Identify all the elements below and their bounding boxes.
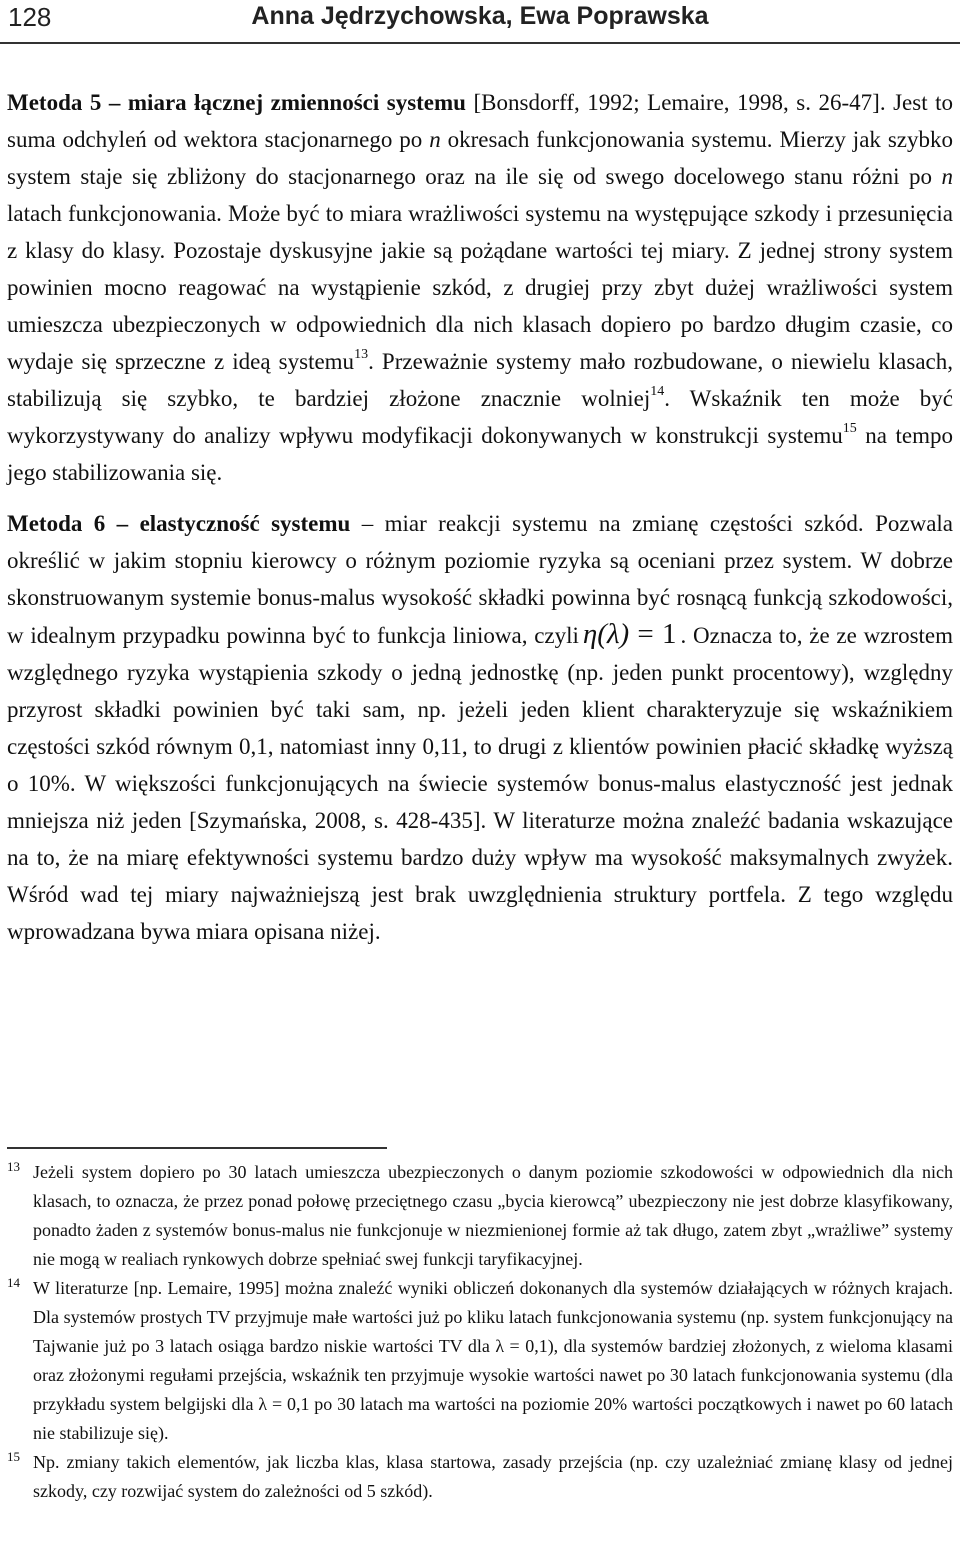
footnote-number: 13 — [7, 1159, 20, 1174]
footnote-number: 14 — [7, 1275, 20, 1290]
method-5-heading: Metoda 5 – miara łącznej zmienności systemu — [7, 90, 466, 115]
page-number: 128 — [8, 2, 52, 32]
footnote-13 — [7, 1158, 953, 1274]
text-run: . Przeważnie systemy mało rozbudowane, o niewielu klasach, stabilizują się szybko, te bardziej złożone znacznie wolniej — [7, 349, 953, 411]
text-run: . Wskaźnik ten może być wykorzystywany do analizy wpływu modyfikacji dokonywanych w konstrukcji systemu — [7, 386, 953, 448]
footnote-14 — [7, 1274, 953, 1448]
text-run: okresach funkcjonowania systemu. Mierzy jak szybko system staje się zbliżony do stacjonarnego oraz na ile się od swego docelowego stanu różni po — [7, 127, 953, 189]
running-header — [0, 0, 960, 48]
footnote-text: Np. zmiany takich elementów, jak liczba klas, klasa startowa, zasady przejścia (np. czy uzależniać zmianę klasy od jednej szkody, czy rozwijać system do zależności od 5 szkód). — [33, 1452, 953, 1501]
footnote-15 — [7, 1448, 953, 1506]
text-run: [Bonsdorff, 1992; Lemaire, 1998, s. 26-47]. Jest to suma odchyleń od wektora stacjonarnego po — [7, 90, 953, 152]
method-6-heading: Metoda 6 – elastyczność systemu — [7, 511, 351, 536]
header-rule — [0, 42, 960, 44]
footnote-text: W literaturze [np. Lemaire, 1995] można znaleźć wyniki obliczeń dokonanych dla systemów działających w różnych krajach. Dla systemów prostych TV przyjmuje małe wartości już po kliku latach funkcjonowania systemu (np. system funkcjonujący na Tajwanie już po 3 latach osiąga bardzo niskie wartości TV dla λ = 0,1), dla systemów bardziej złożonych, z wieloma klasami oraz złożonymi regułami przejścia, wskaźnik ten przyjmuje wysokie wartości nawet po 30 latach funkcjonowania systemu (dla przykładu system belgijski dla λ = 0,1 po 30 latach ma wartości na poziomie 20% wartości początkowych i nawet po 60 latach nie stabilizuje się). — [33, 1278, 953, 1443]
formula-equals-one: = 1 — [629, 618, 677, 650]
formula-lambda: (λ) — [597, 618, 630, 650]
footnote-text: Jeżeli system dopiero po 30 latach umieszcza ubezpieczonych o danym poziomie szkodowości w odpowiednich dla nich klasach, to oznacza, że przez ponad połowę przeciętnego czasu „bycia kierowcą” ubezpieczony nie jest dobrze klasyfikowany, ponadto żaden z systemów bonus-malus nie funkcjonuje w niezmienionej formie aż tak długo, zatem zbyt „wrażliwe” systemy nie mogą w realiach rynkowych dobrze spełniać swej funkcji taryfikacyjnej. — [33, 1162, 953, 1269]
footnotes — [7, 1158, 953, 1506]
elasticity-formula — [583, 618, 677, 650]
formula-eta: η — [582, 618, 598, 650]
text-run: latach funkcjonowania. Może być to miara wrażliwości systemu na występujące szkody i przesunięcia z klasy do klasy. Pozostaje dyskusyjne jakie są pożądane wartości tej miary. Z jednej strony system powinien mocno reagować na wystąpienie szkód, z drugiej przy zbyt dużej wrażliwości system umieszcza ubezpieczonych w odpowiednich dla nich klasach dopiero po bardzo długim czasie, co wydaje się sprzeczne z ideą systemu — [7, 201, 953, 374]
text-run: . Oznacza to, że ze wzrostem względnego ryzyka wystąpienia szkody o jedną jednostkę (np. jeden punkt procentowy), względny przyrost składki powinien być taki sam, np. jeżeli jeden klient charakteryzuje się wskaźnikiem częstości szkód równym 0,1, natomiast inny 0,11, to drugi z klientów powinien płacić składkę wyższą o 10%. W większości funkcjonujących na świecie systemów bonus-malus elastyczność jest jednak mniejsza niż jeden [Szymańska, 2008, s. 428-435]. W literaturze można znaleźć badania wskazujące na to, że na miarę efektywności systemu bardzo duży wpływ ma wysokość maksymalnych zwyżek. Wśród wad tej miary najważniejszą jest brak uwzględnienia struktury portfela. Z tego względu wprowadzana bywa miara opisana niżej. — [7, 623, 954, 944]
text-run: – miar reakcji systemu na zmianę częstości szkód. Pozwala określić w jakim stopniu kierowcy o różnym poziomie ryzyka są oceniani przez system. W dobrze skonstruowanym systemie bonus-malus wysokość składki powinna być rosnącą funkcją szkodowości, w idealnym przypadku powinna być to funkcja liniowa, czyli — [7, 511, 954, 648]
variable-n: n — [429, 127, 441, 152]
running-title: Anna Jędrzychowska, Ewa Poprawska — [251, 2, 709, 30]
footnote-ref-13[interactable]: 13 — [354, 347, 369, 363]
body-text — [7, 84, 953, 950]
footnote-ref-15[interactable]: 15 — [842, 421, 857, 437]
paragraph-method-6 — [7, 505, 953, 950]
text-run: na tempo jego stabilizowania się. — [7, 423, 953, 485]
paragraph-method-5 — [7, 84, 953, 491]
variable-n: n — [941, 164, 953, 189]
footnote-ref-14[interactable]: 14 — [650, 384, 665, 400]
footnote-separator — [7, 1147, 387, 1149]
footnote-number: 15 — [7, 1449, 20, 1464]
